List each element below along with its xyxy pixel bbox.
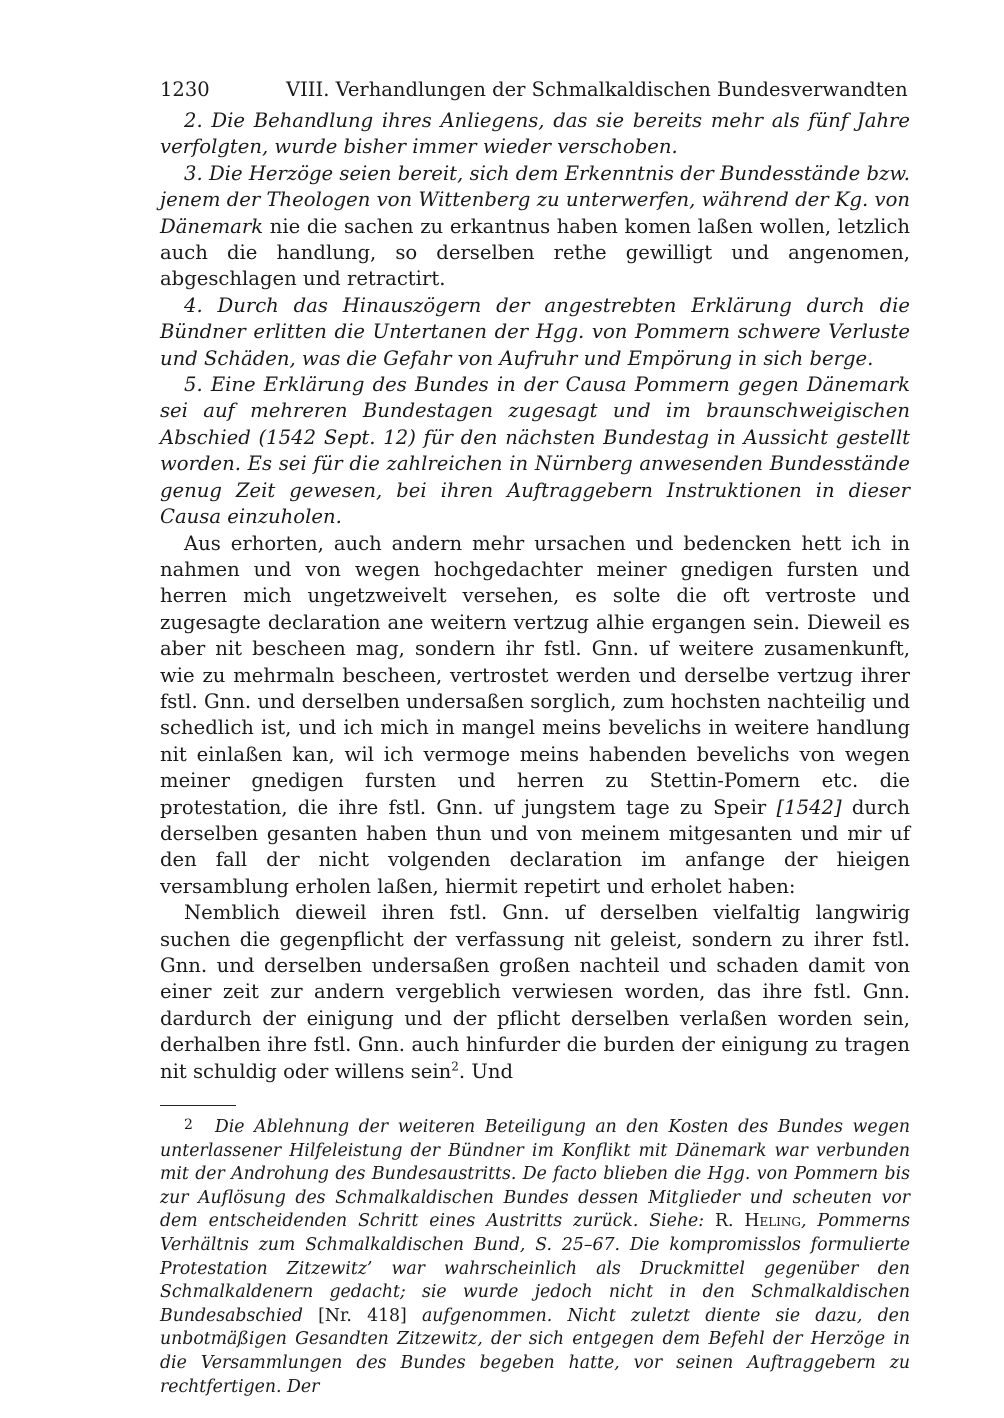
protest-text-a: Aus erhorten, auch andern mehr ursachen und bedencken hett ich in nahmen und von wegen hochgedachter meiner gnedigen fursten und herren mich ungetzweivelt versehen, es solte die oft vertroste und zugesagte declaration ane weitern vertzug alhie ergangen sein. Dieweil es aber nit bescheen mag, sondern ihr fstl. Gnn. uf weitere zusamenkunft, wie zu mehrmaln bescheen, vertrostet werden und derselbe vertzug ihrer fstl. Gnn. und derselben undersaßen sorglich, zum hochsten nachteilig und schedlich ist, und ich mich in mangel meins bevelichs in weitere handlung nit einlaßen kan, wil ich vermoge meins habenden bevelichs von wegen meiner gnedigen fursten und herren zu Stettin-Pomern etc. die protestation, die ihre fstl. Gnn. uf jungstem tage zu Speir xyxy=(160,531,910,819)
nemblich-end: . Und xyxy=(458,1059,514,1083)
running-title: VIII. Verhandlungen der Schmalkaldischen Bundesverwandten xyxy=(286,78,908,101)
paragraph-summary-3 xyxy=(160,161,910,293)
paragraph-summary-5: 5. Eine Erklärung des Bundes in der Causa Pommern gegen Dänemark sei auf mehreren Bundestagen zugesagt und im braunschweigischen Abschied (1542 Sept. 12) für den nächsten Bundestag in Aussicht gestellt worden. Es sei für die zahlreichen in Nürnberg anwesenden Bundesstände genug Zeit gewesen, bei ihren Auftraggebern Instruktionen in dieser Causa einzuholen. xyxy=(160,373,910,529)
footnote-rule xyxy=(160,1105,236,1106)
page xyxy=(160,78,910,1399)
paragraph-nemblich xyxy=(160,900,910,1085)
running-header xyxy=(160,78,910,108)
page-number: 1230 xyxy=(160,78,210,101)
author-initial: R. xyxy=(714,1211,745,1232)
summary-3-italic: 3. Die Herzöge seien bereit, sich dem Erkenntnis der Bundesstände bzw. jenem der Theologen von Wittenberg zu unterwerfen, während der Kg. von Dänemark xyxy=(160,161,910,238)
paragraph-protest xyxy=(160,531,910,901)
main-text xyxy=(160,108,910,1085)
footnote xyxy=(160,1114,910,1399)
footnote-text-2: , Pommerns Verhältnis zum Schmalkaldischen Bund, S. 25–67. Die kompromisslos formulierte Protestation Zitzewitz’ war wahrscheinlich als Druckmittel gegenüber den Schmalkaldenern gedacht; sie wurde jedoch nicht in den Schmalkaldischen Bundesabschied xyxy=(160,1211,911,1326)
footnote-text-3: aufgenommen. Nicht zuletzt diente sie dazu, den unbotmäßigen Gesandten Zitzewitz, der sich entgegen dem Befehl der Herzöge in die Versammlungen des Bundes begeben hatte, vor seinen Auftraggebern zu rechtfertigen. Der xyxy=(160,1305,911,1397)
paragraph-summary-2: 2. Die Behandlung ihres Anliegens, das sie bereits mehr als fünf Jahre verfolgten, wurde bisher immer wieder verschoben. xyxy=(160,109,910,159)
protest-text-b: durch derselben gesanten haben thun und von meinem mitgesanten und mir uf den fall der nicht volgenden declaration im anfange der hieigen versamblung erholen laßen, hiermit repetirt und erholet haben: xyxy=(160,795,910,898)
footnote-number: 2 xyxy=(184,1117,193,1134)
summary-3-quote: nie die sachen zu erkantnus haben komen laßen wollen, letzlich auch die handlung, so derselben rethe gewilligt und angenomen, abgeschlagen und retractirt. xyxy=(160,214,910,291)
nemblich-text: Nemblich dieweil ihren fstl. Gnn. uf derselben vielfaltig langwirig suchen die gegenpflicht der verfassung nit geleist, sondern zu ihrer fstl. Gnn. und derselben undersaßen großen nachteil und schaden damit von einer zeit zur andern vergeblich verwiesen worden, das ihre fstl. Gnn. dardurch der einigung und der pflicht derselben verlaßen worden sein, derhalben ihre fstl. Gnn. auch hinfurder die burden der einigung zu tragen nit schuldig oder willens sein xyxy=(160,901,910,1083)
footnote-text-1: Die Ablehnung der weiteren Beteiligung an den Kosten des Bundes wegen unterlassener Hilfeleistung der Bündner im Konflikt mit Dänemark war verbunden mit der Androhung des Bundesaustritts. De facto blieben die Hgg. von Pommern bis zur Auflösung des Schmalkaldischen Bundes dessen Mitglieder und scheuten vor dem entscheidenden Schritt eines Austritts zurück. Siehe: xyxy=(160,1117,910,1232)
author-name: Heling xyxy=(744,1211,802,1232)
document-reference: [Nr. 418] xyxy=(318,1305,407,1326)
editorial-bracket: [1542] xyxy=(776,795,842,819)
footnote-marker[interactable]: 2 xyxy=(451,1059,459,1074)
paragraph-summary-4: 4. Durch das Hinauszögern der angestrebten Erklärung durch die Bündner erlitten die Untertanen der Hgg. von Pommern schwere Verluste und Schäden, was die Gefahr von Aufruhr und Empörung in sich berge. xyxy=(160,293,910,370)
